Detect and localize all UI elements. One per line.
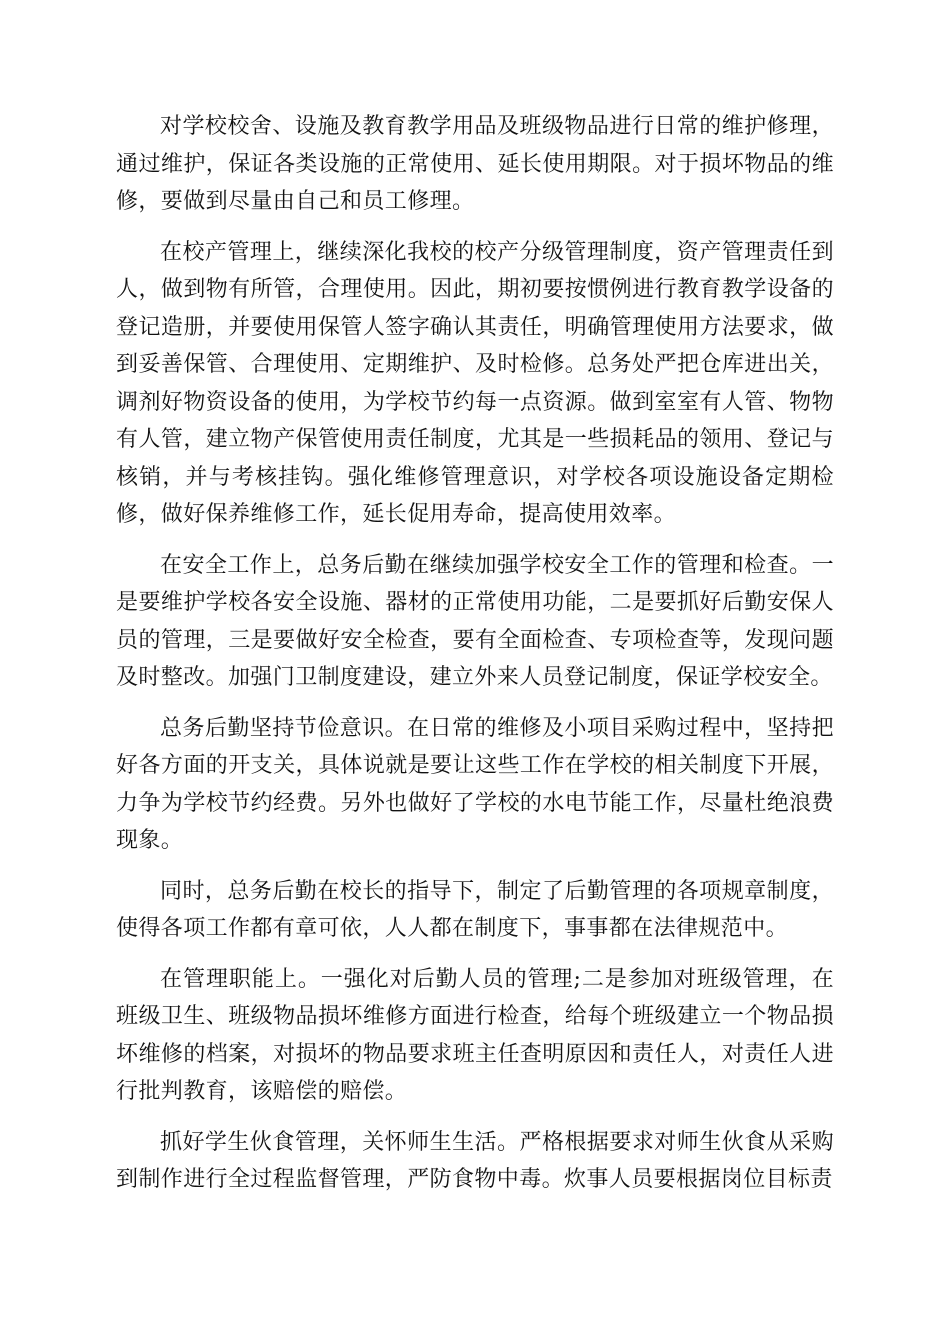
paragraph-food-management: 抓好学生伙食管理，关怀师生生活。严格根据要求对师生伙食从采购到制作进行全过程监督管理，严防食物中毒。炊事人员要根据岗位目标责 — [116, 1129, 834, 1192]
paragraph-safety-work: 在安全工作上，总务后勤在继续加强学校安全工作的管理和检查。一是要维护学校各安全设施、器材的正常使用功能，二是要抓好后勤安保人员的管理，三是要做好安全检查，要有全面检查、专项检查等，发现问题及时整改。加强门卫制度建设，建立外来人员登记制度，保证学校安全。 — [116, 552, 834, 690]
paragraph-management-function: 在管理职能上。一强化对后勤人员的管理;二是参加对班级管理，在班级卫生、班级物品损坏维修方面进行检查，给每个班级建立一个物品损坏维修的档案，对损坏的物品要求班主任查明原因和责任人，对责任人进行批判教育，该赔偿的赔偿。 — [116, 966, 834, 1104]
paragraph-frugality: 总务后勤坚持节俭意识。在日常的维修及小项目采购过程中，坚持把好各方面的开支关，具体说就是要让这些工作在学校的相关制度下开展，力争为学校节约经费。另外也做好了学校的水电节能工作，尽量杜绝浪费现象。 — [116, 715, 834, 853]
paragraph-maintenance: 对学校校舍、设施及教育教学用品及班级物品进行日常的维护修理，通过维护，保证各类设施的正常使用、延长使用期限。对于损坏物品的维修，要做到尽量由自己和员工修理。 — [116, 114, 834, 214]
document-page — [116, 108, 834, 1212]
paragraph-asset-management: 在校产管理上，继续深化我校的校产分级管理制度，资产管理责任到人，做到物有所管，合理使用。因此，期初要按惯例进行教育教学设备的登记造册，并要使用保管人签字确认其责任，明确管理使用方法要求，做到妥善保管、合理使用、定期维护、及时检修。总务处严把仓库进出关，调剂好物资设备的使用，为学校节约每一点资源。做到室室有人管、物物有人管，建立物产保管使用责任制度，尤其是一些损耗品的领用、登记与核销，并与考核挂钩。强化维修管理意识，对学校各项设施设备定期检修，做好保养维修工作，延长促用寿命，提高使用效率。 — [116, 239, 834, 527]
paragraph-regulations: 同时，总务后勤在校长的指导下，制定了后勤管理的各项规章制度，使得各项工作都有章可依，人人都在制度下，事事都在法律规范中。 — [116, 878, 834, 941]
